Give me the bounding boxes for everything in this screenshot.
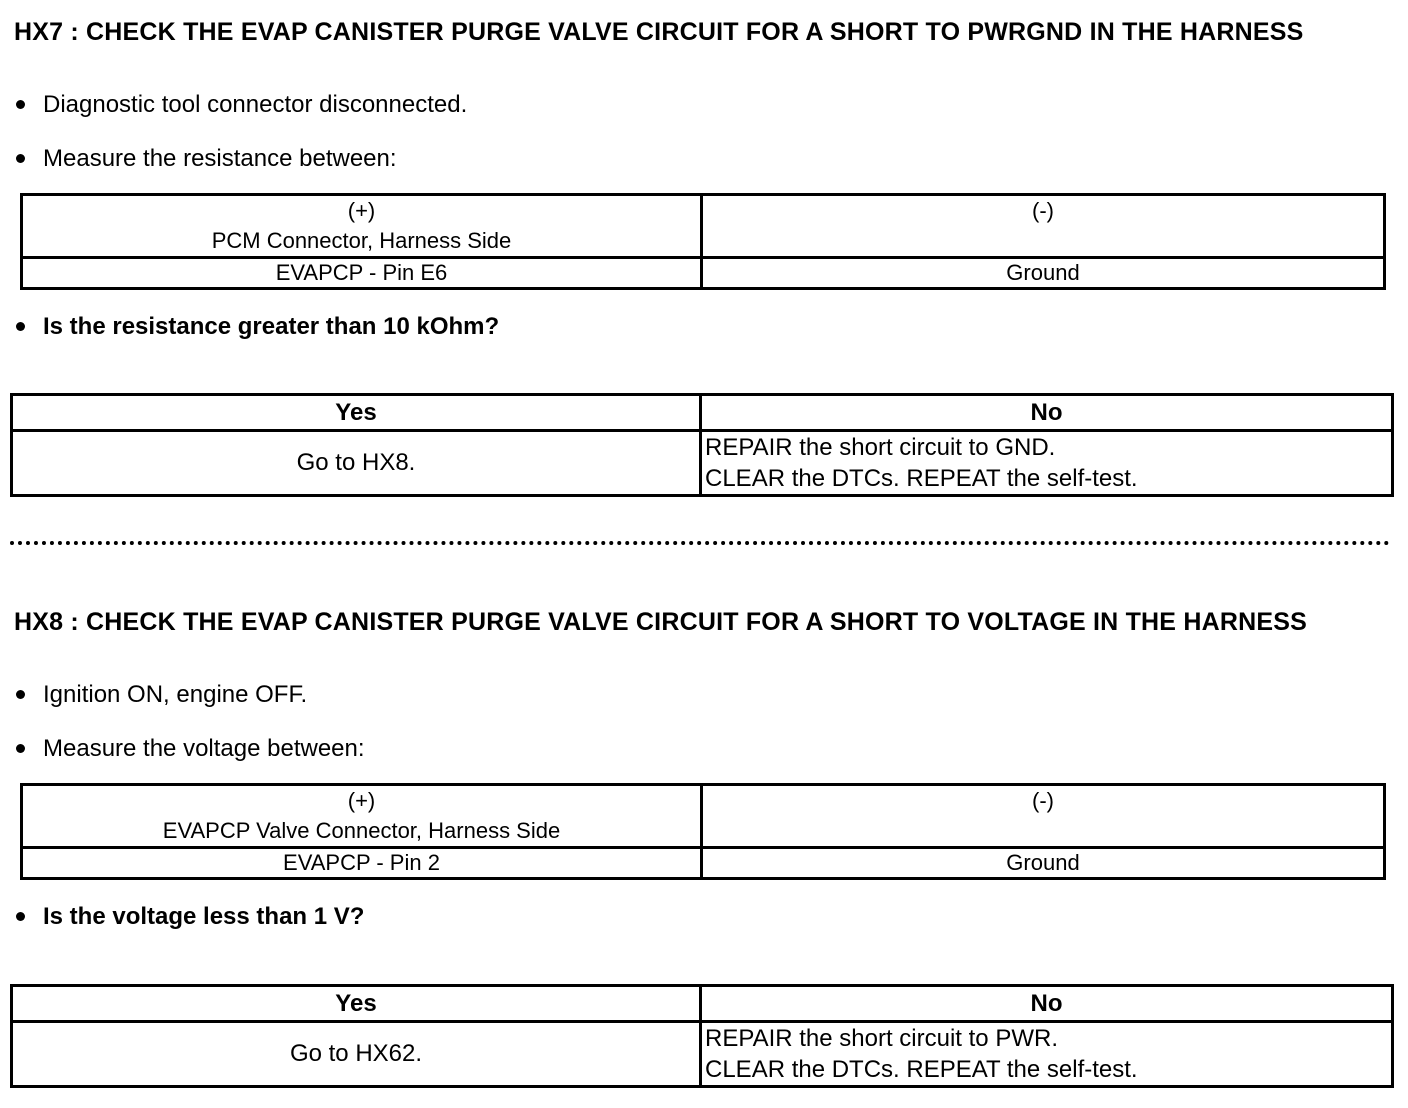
bullet-icon bbox=[16, 100, 25, 109]
bullet-icon bbox=[16, 912, 25, 921]
bullet-icon bbox=[16, 744, 25, 753]
measurement-table-hx7 bbox=[20, 193, 1386, 290]
no-action-line: CLEAR the DTCs. REPEAT the self-test. bbox=[705, 465, 1138, 492]
plus-value-cell: EVAPCP - Pin 2 bbox=[22, 848, 702, 879]
measurement-table-hx8 bbox=[20, 783, 1386, 880]
question-text: Is the resistance greater than 10 kOhm? bbox=[43, 313, 500, 340]
plus-label: EVAPCP Valve Connector, Harness Side bbox=[162, 818, 561, 843]
question-text: Is the voltage less than 1 V? bbox=[43, 903, 365, 930]
no-header: No bbox=[701, 986, 1393, 1022]
minus-header-cell bbox=[702, 785, 1385, 848]
plus-header-cell bbox=[22, 195, 702, 258]
section-title-hx8: HX8 : CHECK THE EVAP CANISTER PURGE VALVE CIRCUIT FOR A SHORT TO VOLTAGE IN THE HARNESS bbox=[14, 608, 1307, 636]
question-item bbox=[14, 313, 499, 341]
step-item bbox=[14, 91, 467, 119]
decision-table-hx8 bbox=[10, 984, 1394, 1088]
no-header: No bbox=[701, 395, 1393, 431]
no-action-cell bbox=[701, 1022, 1393, 1087]
step-item bbox=[14, 735, 365, 763]
step-text: Ignition ON, engine OFF. bbox=[43, 681, 308, 708]
yes-header: Yes bbox=[12, 986, 701, 1022]
step-text: Measure the voltage between: bbox=[43, 735, 365, 762]
step-text: Measure the resistance between: bbox=[43, 145, 397, 172]
plus-header-cell bbox=[22, 785, 702, 848]
question-item bbox=[14, 903, 364, 931]
plus-symbol: (+) bbox=[347, 788, 376, 813]
no-action-line: CLEAR the DTCs. REPEAT the self-test. bbox=[705, 1056, 1138, 1083]
plus-label: PCM Connector, Harness Side bbox=[211, 228, 512, 253]
minus-value-cell: Ground bbox=[702, 848, 1385, 879]
yes-action: Go to HX8. bbox=[12, 431, 701, 496]
step-item bbox=[14, 681, 307, 709]
step-item bbox=[14, 145, 397, 173]
yes-action: Go to HX62. bbox=[12, 1022, 701, 1087]
no-action-line: REPAIR the short circuit to PWR. bbox=[705, 1025, 1058, 1052]
bullet-icon bbox=[16, 690, 25, 699]
minus-value-cell: Ground bbox=[702, 258, 1385, 289]
plus-value-cell: EVAPCP - Pin E6 bbox=[22, 258, 702, 289]
bullet-icon bbox=[16, 154, 25, 163]
minus-symbol: (-) bbox=[1032, 788, 1054, 813]
step-text: Diagnostic tool connector disconnected. bbox=[43, 91, 468, 118]
minus-header-cell bbox=[702, 195, 1385, 258]
minus-symbol: (-) bbox=[1032, 198, 1054, 223]
yes-header: Yes bbox=[12, 395, 701, 431]
decision-table-hx7 bbox=[10, 393, 1394, 497]
no-action-cell bbox=[701, 431, 1393, 496]
bullet-icon bbox=[16, 322, 25, 331]
section-divider bbox=[10, 541, 1390, 545]
no-action-line: REPAIR the short circuit to GND. bbox=[705, 434, 1056, 461]
plus-symbol: (+) bbox=[347, 198, 376, 223]
section-title-hx7: HX7 : CHECK THE EVAP CANISTER PURGE VALVE CIRCUIT FOR A SHORT TO PWRGND IN THE HARNESS bbox=[14, 18, 1304, 46]
